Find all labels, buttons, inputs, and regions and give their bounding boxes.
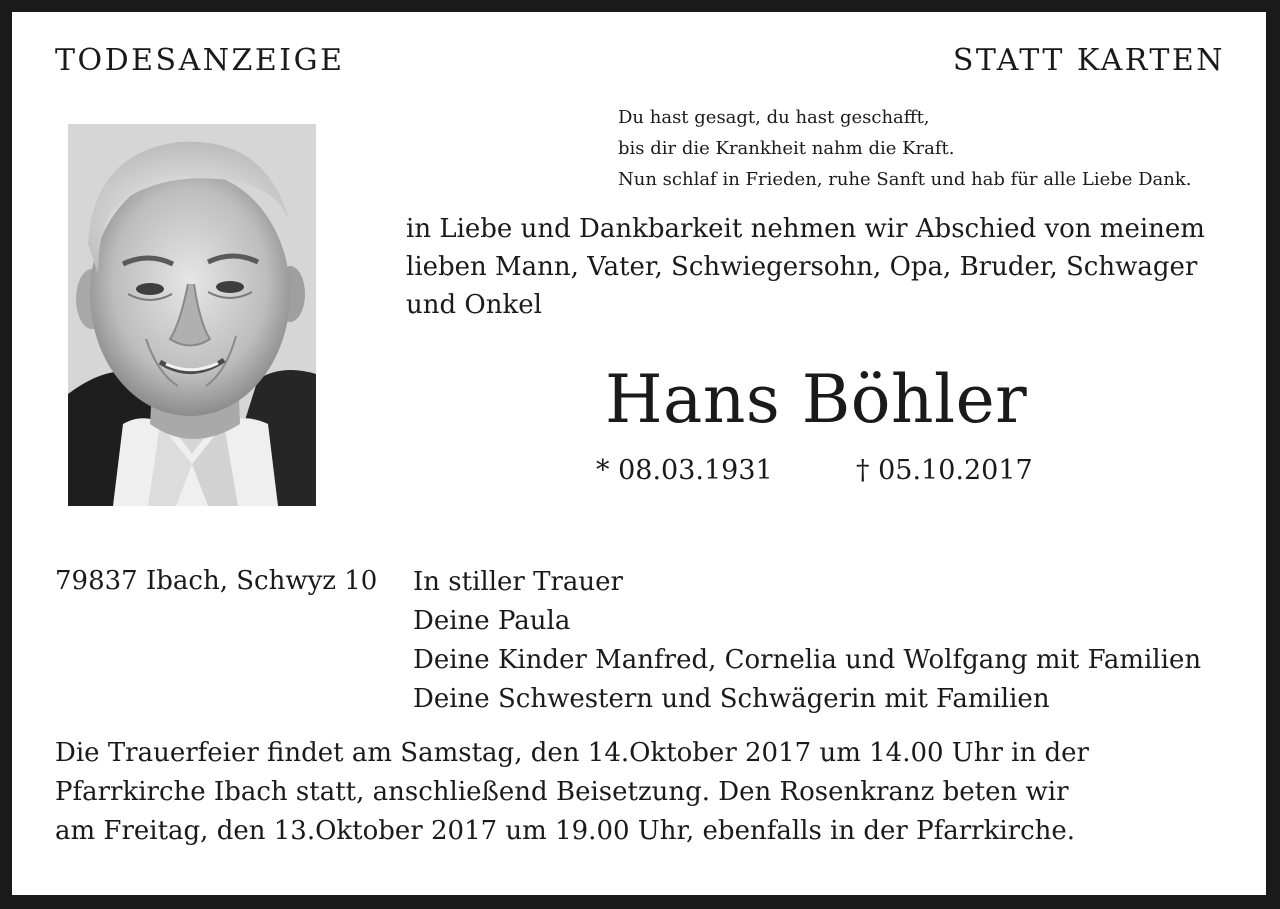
poem-line: Nun schlaf in Frieden, ruhe Sanft und hab für alle Liebe Dank. xyxy=(618,169,1192,190)
family-address: 79837 Ibach, Schwyz 10 xyxy=(55,566,378,596)
intro-line: in Liebe und Dankbarkeit nehmen wir Abschied von meinem xyxy=(406,214,1205,244)
ceremony-line: Pfarrkirche Ibach statt, anschließend Beisetzung. Den Rosenkranz beten wir xyxy=(55,777,1069,807)
mourners-line: In stiller Trauer xyxy=(413,567,623,597)
portrait-photo xyxy=(68,124,316,506)
intro-line: und Onkel xyxy=(406,290,542,320)
birth-date: * 08.03.1931 xyxy=(596,455,773,486)
death-date: † 05.10.2017 xyxy=(856,455,1033,486)
ceremony-line: am Freitag, den 13.Oktober 2017 um 19.00 Uhr, ebenfalls in der Pfarrkirche. xyxy=(55,816,1076,846)
obituary-notice xyxy=(12,12,1266,895)
poem xyxy=(618,102,1192,195)
ceremony-details xyxy=(55,734,1089,851)
poem-line: Du hast gesagt, du hast geschafft, xyxy=(618,107,930,128)
poem-line: bis dir die Krankheit nahm die Kraft. xyxy=(618,138,955,159)
header-right-label: STATT KARTEN xyxy=(952,43,1225,78)
intro-line: lieben Mann, Vater, Schwiegersohn, Opa, Bruder, Schwager xyxy=(406,252,1198,282)
deceased-name: Hans Böhler xyxy=(605,361,1028,438)
mourners-line: Deine Schwestern und Schwägerin mit Familien xyxy=(413,684,1050,714)
header-left-label: TODESANZEIGE xyxy=(55,43,345,78)
intro-text xyxy=(406,210,1205,324)
ceremony-line: Die Trauerfeier findet am Samstag, den 14.Oktober 2017 um 14.00 Uhr in der xyxy=(55,738,1089,768)
mourners-list xyxy=(413,563,1201,719)
mourners-line: Deine Kinder Manfred, Cornelia und Wolfgang mit Familien xyxy=(413,645,1202,675)
mourners-line: Deine Paula xyxy=(413,606,571,636)
